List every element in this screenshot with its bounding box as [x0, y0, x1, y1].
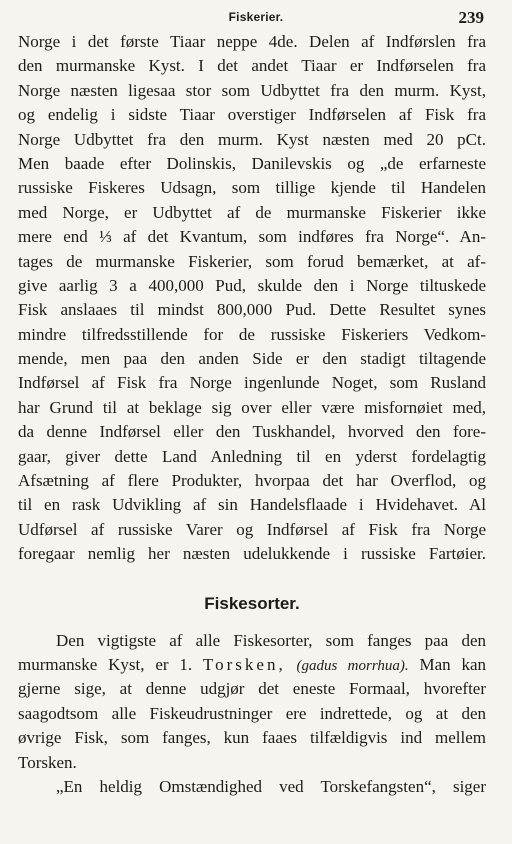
text-line: Udførsel af russiske Varer og Indførsel af Fisk fra Norge [18, 519, 486, 539]
text-line: russiske Fiskeres Udsagn, som tillige kjende til Handelen [18, 178, 486, 198]
paragraph-trade-statistics [18, 30, 486, 567]
text-line: øvrige Fisk, som fanges, kun faaes tilfældigvis ind mellem [18, 728, 486, 748]
text-line: Den vigtigste af alle Fiskesorter, som fanges paa den [56, 630, 486, 650]
text-line: Men baade efter Dolinskis, Danilevskis og „de erfarneste [18, 153, 486, 173]
paragraph-fish-species [18, 629, 486, 775]
text-line: Afsætning af flere Produkter, hvorpaa det har Overflod, og [18, 471, 486, 491]
running-title: Fiskerier. [228, 10, 284, 24]
text-line: saagodtsom alle Fiskeudrustninger ere indrettede, og at den [18, 703, 486, 723]
text-line: mindre tilfredsstillende for de russiske Fiskeriers Vedkom- [18, 324, 486, 344]
text-line: „En heldig Omstændighed ved Torskefangsten“, siger [56, 776, 486, 796]
text-line: Norge næsten ligesaa stor som Udbyttet fra den murm. Kyst, [18, 80, 486, 100]
text-run: Man kan [419, 654, 486, 674]
text-line: Norge Udbyttet fra den murm. Kyst næsten med 20 pCt. [18, 129, 486, 149]
text-line: har Grund til at beklage sig over eller være misfornøiet med, [18, 397, 486, 417]
text-line: mere end ⅓ af det Kvantum, som indføres fra Norge“. An- [18, 227, 486, 247]
latin-name: (gadus morrhua). [296, 657, 409, 674]
text-line: Torsken. [18, 752, 77, 772]
body-text [18, 30, 486, 799]
text-line [18, 653, 486, 677]
text-line: Norge i det første Tiaar neppe 4de. Delen af Indførslen fra [18, 32, 486, 51]
text-line: give aarlig 3 a 400,000 Pud, skulde den i Norge tiltuskede [18, 275, 486, 295]
text-line: tages de murmanske Fiskerier, som forud bemærket, at af- [18, 251, 486, 271]
text-line: den murmanske Kyst. I det andet Tiaar er Indførselen fra [18, 56, 486, 76]
text-line: mende, men paa den anden Side er den stadigt tiltagende [18, 349, 486, 369]
text-line: foregaar nemlig her næsten udelukkende i russiske Fartøier. [18, 544, 486, 564]
text-line: da denne Indførsel eller den Tuskhandel, hvorved den fore- [18, 422, 486, 442]
page-number: 239 [458, 8, 484, 27]
text-run: murmanske Kyst, er 1. [18, 654, 193, 674]
section-heading: Fiskesorter. [204, 593, 300, 613]
text-line: Indførsel af Fisk fra Norge ingenlunde Noget, som Rusland [18, 373, 486, 393]
species-name-torsken: Torsken, [202, 654, 286, 674]
text-line: gjerne sige, at denne udgjør det eneste Formaal, hvorefter [18, 679, 486, 699]
text-line: Fisk anslaaes til mindst 800,000 Pud. Dette Resultet synes [18, 300, 486, 320]
text-line: og endelig i sidste Tiaar overstiger Indførselen af Fisk fra [18, 105, 486, 125]
text-line: til en rask Udvikling af sin Handelsflaade i Hvidehavet. Al [18, 495, 486, 515]
text-line: med Norge, er Udbyttet af de murmanske Fiskerier ikke [18, 202, 486, 222]
text-line: gaar, giver dette Land Anledning til en yderst fordelagtig [18, 446, 486, 466]
running-header [0, 8, 512, 28]
